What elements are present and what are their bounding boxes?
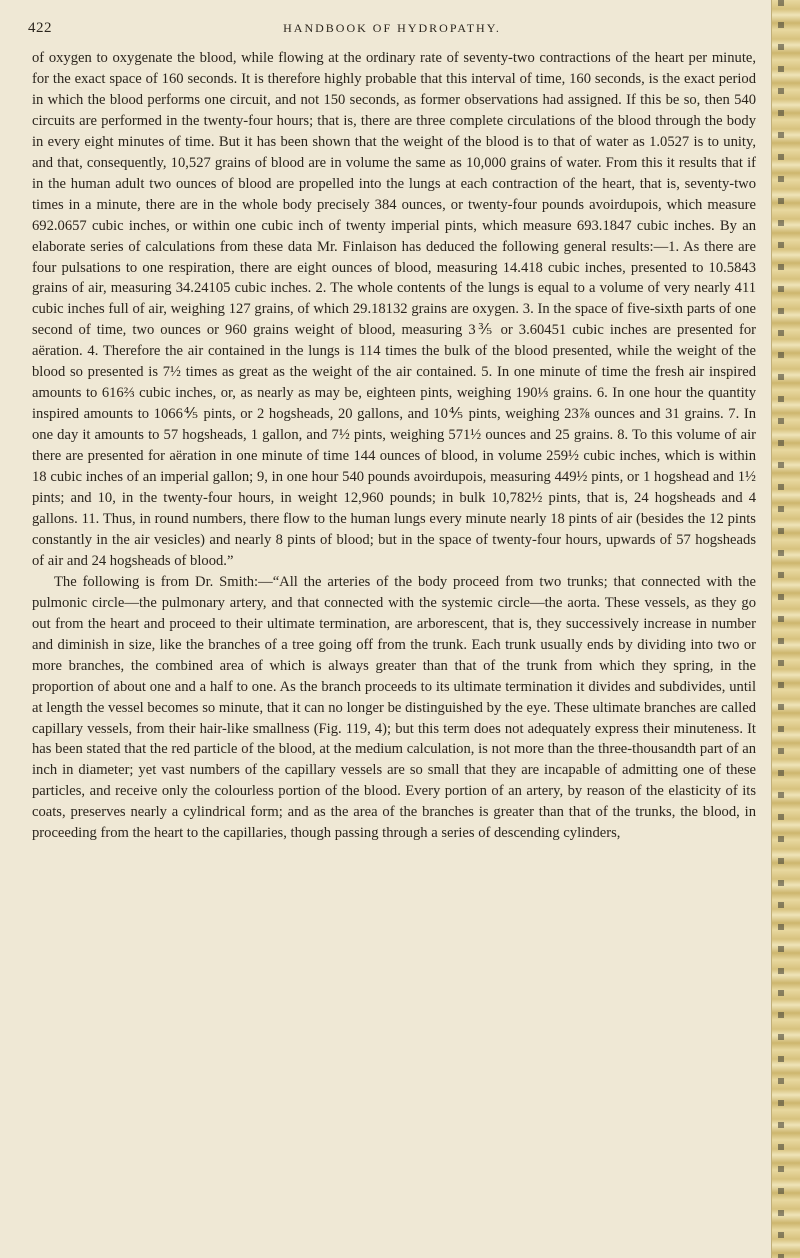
page-header — [28, 14, 756, 40]
paragraph-circulation-calculations: of oxygen to oxygenate the blood, while flowing at the ordinary rate of seventy-two contractions of the heart per minute, for the exact space of 160 seconds. It is therefore highly probable that this interval of time, 160 seconds, is the exact period in which the blood performs one circuit, and not 150 seconds, as former observations had assigned. If this be so, then 540 circuits are performed in the twenty-four hours; that is, there are three complete circulations of the blood through the body in every eight minutes of time. But it has been shown that the weight of the blood is to that of water as 1.0527 is to unity, and that, consequently, 10,527 grains of blood are in volume the same as 10,000 grains of water. From this it results that if in the human adult two ounces of blood are propelled into the lungs at each contraction of the heart, that is, seventy-two times in a minute, there are in the whole body precisely 384 ounces, or twenty-four pounds avoirdupois, which measure 692.0657 cubic inches, or within one cubic inch of twenty imperial pints, which measure 693.1847 cubic inches. By an elaborate series of calculations from these data Mr. Finlaison has deduced the following general results:—1. As there are four pulsations to one respiration, there are eight ounces of blood, measuring 14.418 cubic inches, presented to 10.5843 grains of air, measuring 34.24105 cubic inches. 2. The whole contents of the lungs is equal to a volume of very nearly 411 cubic inches full of air, weighing 127 grains, of which 29.18132 grains are oxygen. 3. In the space of five-sixth parts of one second of time, two ounces or 960 grains weight of blood, measuring 3⅗ or 3.60451 cubic inches are presented for aëration. 4. Therefore the air contained in the lungs is 114 times the bulk of the blood presented, while the weight of the blood so presented is 7½ times as great as the weight of the air contained. 5. In one minute of time the fresh air inspired amounts to 616⅔ cubic inches, or, as nearly as may be, eighteen pints, weighing 190⅓ grains. 6. In one hour the quantity inspired amounts to 1066⅘ pints, or 2 hogsheads, 20 gallons, and 10⅘ pints, weighing 23⅞ ounces and 31 grains. 7. In one day it amounts to 57 hogsheads, 1 gallon, and 7½ pints, weighing 571½ ounces and 25 grains. 8. To this volume of air there are presented for aëration in one minute of time 144 ounces of blood, in volume 259½ cubic inches, which is within 18 cubic inches of an imperial gallon; 9, in one hour 540 pounds avoirdupois, measuring 449½ pints, or 1 hogshead and 1½ pints; and 10, in the twenty-four hours, in weight 12,960 pounds; in bulk 10,782½ pints, that is, 24 hogsheads and 4 gallons. 11. Thus, in round numbers, there flow to the human lungs every minute nearly 18 pints of air (besides the 12 pints constantly in the air vesicles) and nearly 8 pints of blood; but in the space of twenty-four hours, upwards of 57 hogsheads of air and 24 hogsheads of blood.” — [32, 50, 756, 569]
page-number: 422 — [28, 20, 52, 36]
body-text — [32, 48, 756, 844]
paragraph-arteries-quote: The following is from Dr. Smith:—“All the arteries of the body proceed from two trunks; that connected with the pulmonic circle—the pulmonary artery, and that connected with the systemic circle—the aorta. These vessels, as they go out from the heart and proceed to their ultimate termination, are arborescent, that is, they successively increase in number and diminish in size, like the branches of a tree going off from the trunk. Each trunk usually ends by dividing into two or more branches, the combined area of which is always greater than that of the trunk from which they spring, in the proportion of about one and a half to one. As the branch proceeds to its ultimate termination it divides and subdivides, until at length the vessel becomes so minute, that it can no longer be distinguished by the eye. These ultimate branches are called capillary vessels, from their hair-like smallness (Fig. 119, 4); but this term does not adequately express their minuteness. It has been stated that the red particle of the blood, at the medium calculation, is not more than the three-thousandth part of an inch in diameter; yet vast numbers of the capillary vessels are so small that they are incapable of admitting one of these particles, and receive only the colourless portion of the blood. Every portion of an artery, by reason of the elasticity of its coats, preserves nearly a cylindrical form; and as the area of the branches is greater than that of the trunks, the blood, in proceeding from the heart to the capillaries, though passing through a series of descending cylinders, — [32, 573, 756, 842]
running-head: HANDBOOK OF HYDROPATHY. — [283, 21, 501, 35]
page-edge-binding — [771, 0, 800, 1258]
